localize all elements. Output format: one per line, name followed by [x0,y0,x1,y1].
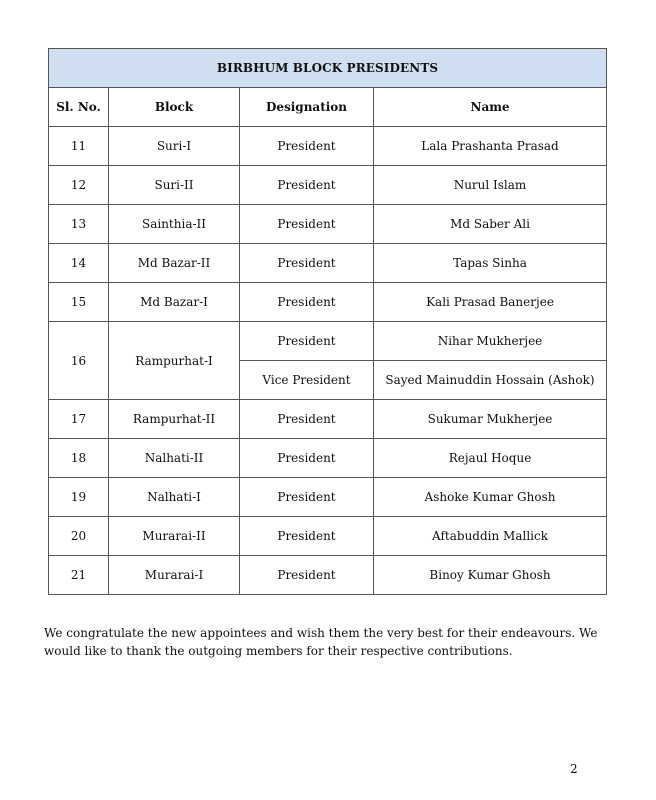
cell-sl-no: 16 [49,322,109,400]
cell-block: Sainthia-II [109,205,240,244]
closing-paragraph: We congratulate the new appointees and wish them the very best for their endeavours. We would like to thank the outgoing members for their respective contributions. [44,626,598,658]
table-row [49,439,607,478]
cell-name: Lala Prashanta Prasad [374,127,607,166]
header-name: Name [374,88,607,127]
cell-name: Nihar Mukherjee [374,322,607,361]
cell-block: Murarai-I [109,556,240,595]
cell-name: Md Saber Ali [374,205,607,244]
cell-designation: President [240,322,374,361]
cell-designation: President [240,127,374,166]
table-row [49,556,607,595]
cell-block: Nalhati-II [109,439,240,478]
cell-sl-no: 17 [49,400,109,439]
cell-sl-no: 14 [49,244,109,283]
cell-name: Ashoke Kumar Ghosh [374,478,607,517]
table-row [49,478,607,517]
cell-designation: President [240,166,374,205]
cell-sl-no: 12 [49,166,109,205]
table-row [49,517,607,556]
cell-designation: President [240,283,374,322]
cell-sl-no: 13 [49,205,109,244]
cell-designation: President [240,244,374,283]
cell-name: Binoy Kumar Ghosh [374,556,607,595]
table-row [49,166,607,205]
cell-block: Rampurhat-II [109,400,240,439]
page-number: 2 [570,762,578,776]
cell-block: Rampurhat-I [109,322,240,400]
cell-name: Aftabuddin Mallick [374,517,607,556]
table-row [49,127,607,166]
cell-block: Suri-II [109,166,240,205]
cell-designation: Vice President [240,361,374,400]
cell-block: Suri-I [109,127,240,166]
table-title-row [49,49,607,88]
cell-name: Nurul Islam [374,166,607,205]
table-title: BIRBHUM BLOCK PRESIDENTS [49,49,607,88]
table-row [49,283,607,322]
cell-designation: President [240,478,374,517]
cell-sl-no: 18 [49,439,109,478]
cell-name: Kali Prasad Banerjee [374,283,607,322]
cell-sl-no: 21 [49,556,109,595]
header-sl-no: Sl. No. [49,88,109,127]
cell-sl-no: 19 [49,478,109,517]
block-presidents-table [48,48,607,595]
cell-block: Nalhati-I [109,478,240,517]
header-designation: Designation [240,88,374,127]
table-header-row [49,88,607,127]
table-row [49,400,607,439]
cell-sl-no: 15 [49,283,109,322]
table-row [49,322,607,361]
cell-name: Sukumar Mukherjee [374,400,607,439]
cell-sl-no: 11 [49,127,109,166]
cell-designation: President [240,517,374,556]
cell-block: Murarai-II [109,517,240,556]
header-block: Block [109,88,240,127]
cell-designation: President [240,400,374,439]
cell-designation: President [240,439,374,478]
cell-name: Rejaul Hoque [374,439,607,478]
table-row [49,205,607,244]
cell-block: Md Bazar-II [109,244,240,283]
cell-designation: President [240,205,374,244]
cell-block: Md Bazar-I [109,283,240,322]
cell-name: Tapas Sinha [374,244,607,283]
cell-sl-no: 20 [49,517,109,556]
table-row [49,244,607,283]
cell-name: Sayed Mainuddin Hossain (Ashok) [374,361,607,400]
cell-designation: President [240,556,374,595]
